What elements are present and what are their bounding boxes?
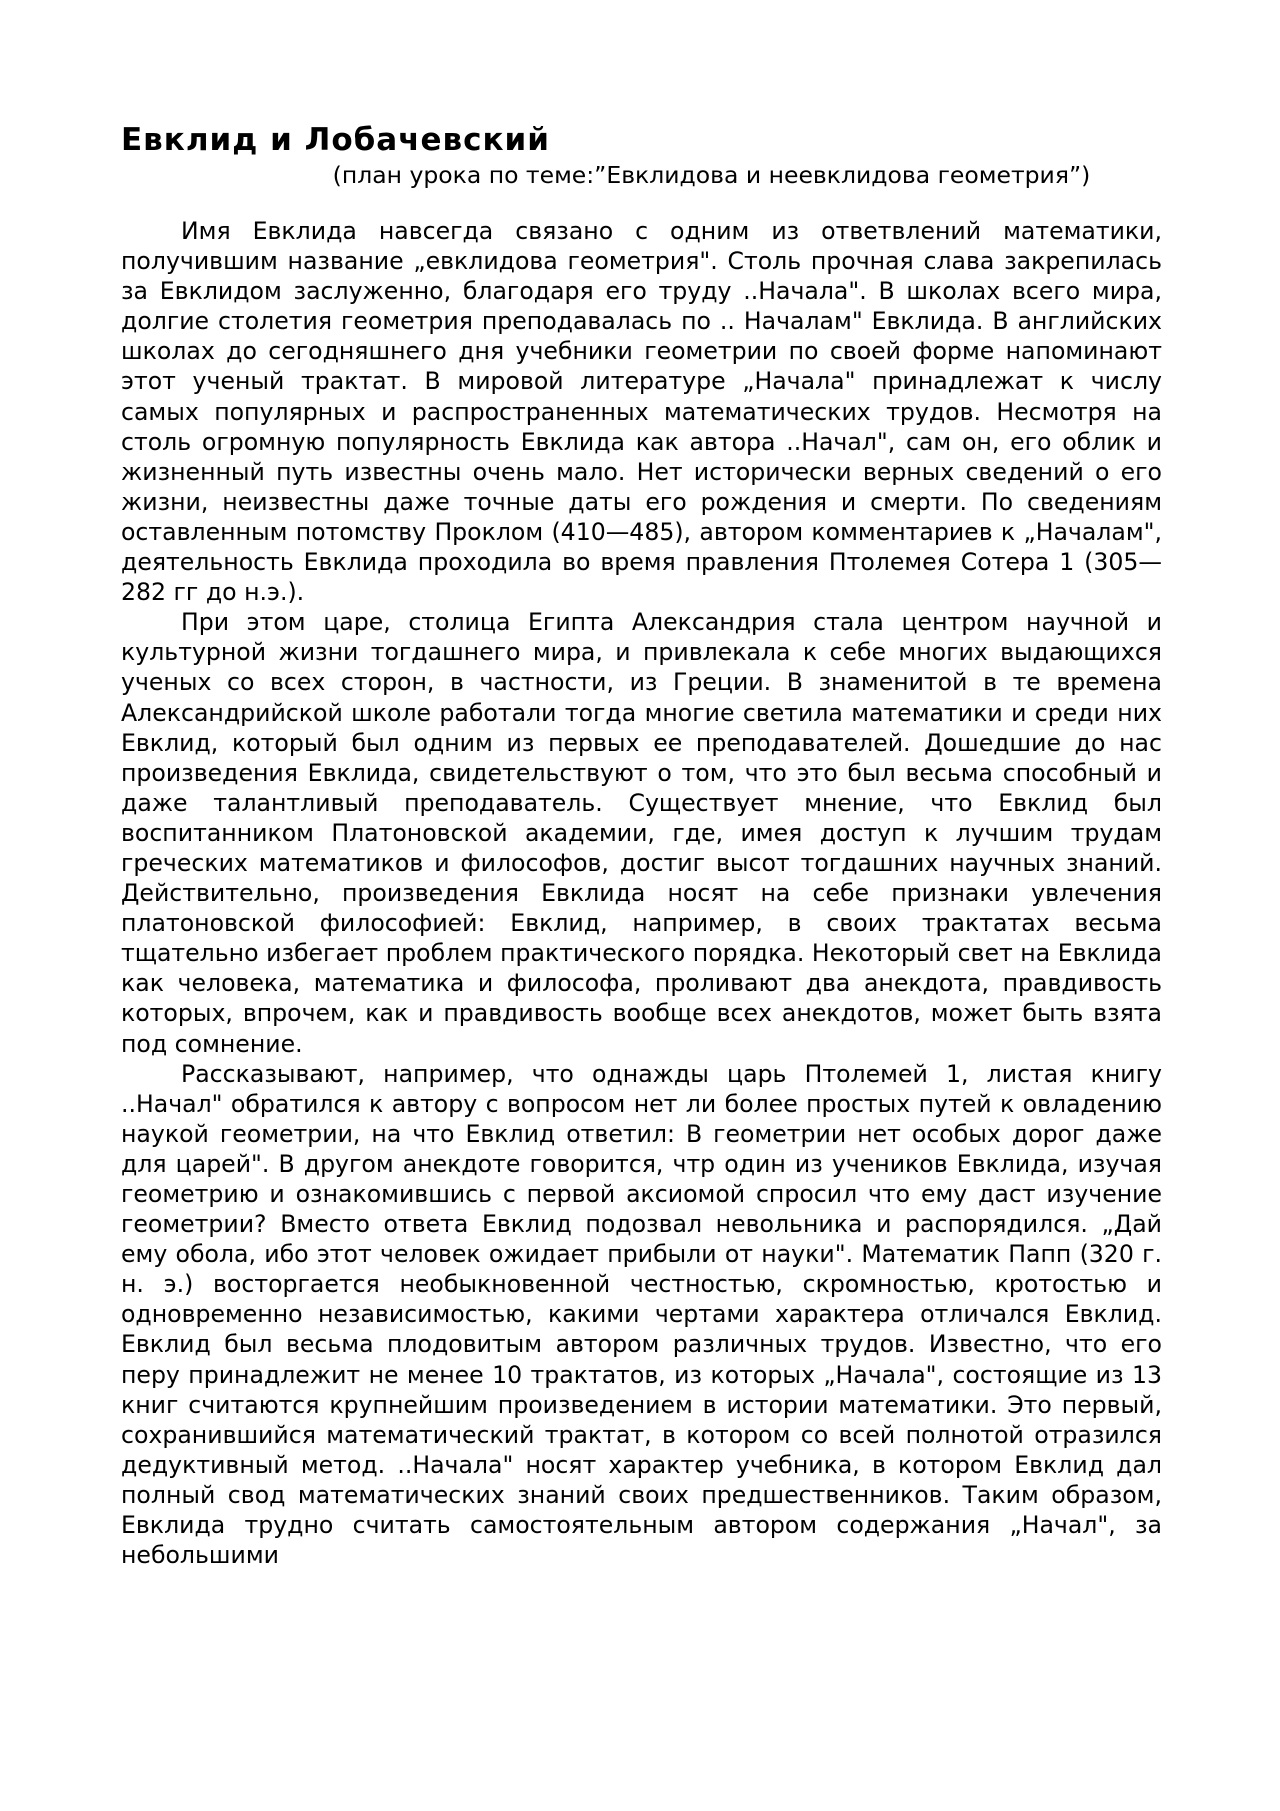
document-page (121, 120, 1162, 1570)
document-subtitle: (план урока по теме:”Евклидова и неевклидова геометрия”) (332, 161, 1091, 189)
document-title: Евклид и Лобачевский (121, 122, 550, 158)
paragraph-1: Имя Евклида навсегда связано с одним из ответвлений математики, получившим название „евклидова геометрия". Столь прочная слава закрепилась за Евклидом заслуженно, благодаря его труду ..Начала". В школах всего мира, долгие столетия геометрия преподавалась по .. Началам" Евклида. В английских школах до сегодняшнего дня учебники геометрии по своей форме напоминают этот ученый трактат. В мировой литературе „Начала" принадлежат к числу самых популярных и распространенных математических трудов. Несмотря на столь огромную популярность Евклида как автора ..Начал", сам он, его облик и жизненный путь известны очень мало. Нет исторически верных сведений о его жизни, неизвестны даже точные даты его рождения и смерти. По сведениям оставленным потомству Проклом (410—485), автором комментариев к „Началам", деятельность Евклида проходила во время правления Птолемея Сотера 1 (305—282 гг до н.э.). (121, 217, 1162, 607)
paragraph-3: Рассказывают, например, что однажды царь Птолемей 1, листая книгу ..Начал" обратился к автору с вопросом нет ли более простых путей к овладению наукой геометрии, на что Евклид ответил: В геометрии нет особых дорог даже для царей". В другом анекдоте говорится, чтр один из учеников Евклида, изучая геометрию и ознакомившись с первой аксиомой спросил что ему даст изучение геометрии? Вместо ответа Евклид подозвал невольника и распорядился. „Дай ему обола, ибо этот человек ожидает прибыли от науки". Математик Папп (320 г. н. э.) восторгается необыкновенной честностью, скромностью, кротостью и одновременно независимостью, какими чертами характера отличался Евклид. Евклид был весьма плодовитым автором различных трудов. Известно, что его перу принадлежит не менее 10 трактатов, из которых „Начала", состоящие из 13 книг считаются крупнейшим произведением в истории математики. Это первый, сохранившийся математический трактат, в котором со всей полнотой отразился дедуктивный метод. ..Начала" носят характер учебника, в котором Евклид дал полный свод математических знаний своих предшественников. Таким образом, Евклида трудно считать самостоятельным автором содержания „Начал", за небольшими (121, 1059, 1162, 1570)
paragraph-2: При этом царе, столица Египта Александрия стала центром научной и культурной жизни тогдашнего мира, и привлекала к себе многих выдающихся ученых со всех сторон, в частности, из Греции. В знаменитой в те времена Александрийской школе работали тогда многие светила математики и среди них Евклид, который был одним из первых ее преподавателей. Дошедшие до нас произведения Евклида, свидетельствуют о том, что это был весьма способный и даже талантливый преподаватель. Существует мнение, что Евклид был воспитанником Платоновской академии, где, имея доступ к лучшим трудам греческих математиков и философов, достиг высот тогдашних научных знаний. Действительно, произведения Евклида носят на себе признаки увлечения платоновской философией: Евклид, например, в своих трактатах весьма тщательно избегает проблем практического порядка. Некоторый свет на Евклида как человека, математика и философа, проливают два анекдота, правдивость которых, впрочем, как и правдивость вообще всех анекдотов, может быть взята под сомнение. (121, 608, 1162, 1058)
